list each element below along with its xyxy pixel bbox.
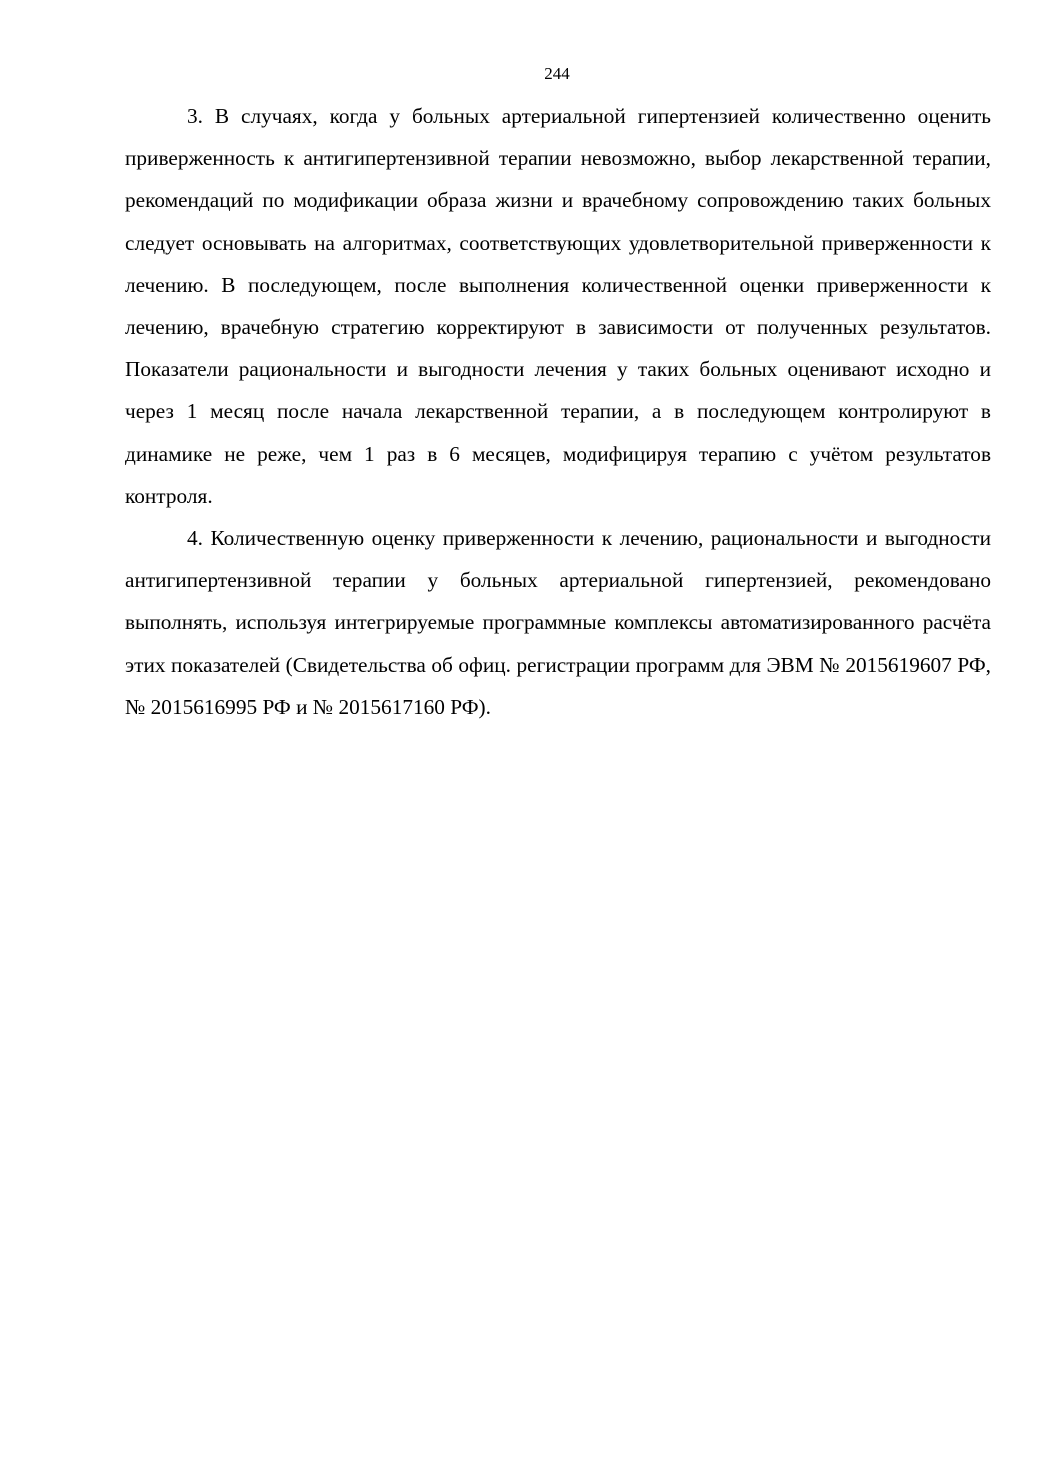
- page-number: 244: [544, 64, 570, 83]
- body-text: [125, 95, 991, 728]
- paragraph-4: 4. Количественную оценку приверженности к лечению, рациональности и выгодности антигипертензивной терапии у больных артериальной гипертензией, рекомендовано выполнять, используя интегрируемые программные комплексы автоматизированного расчёта этих показателей (Свидетельства об офиц. регистрации программ для ЭВМ № 2015619607 РФ, № 2015616995 РФ и № 2015617160 РФ).: [125, 526, 991, 719]
- paragraph-3: 3. В случаях, когда у больных артериальной гипертензией количественно оценить приверженность к антигипертензивной терапии невозможно, выбор лекарственной терапии, рекомендаций по модификации образа жизни и врачебному сопровождению таких больных следует основывать на алгоритмах, соответствующих удовлетворительной приверженности к лечению. В последующем, после выполнения количественной оценки приверженности к лечению, врачебную стратегию корректируют в зависимости от полученных результатов. Показатели рациональности и выгодности лечения у таких больных оценивают исходно и через 1 месяц после начала лекарственной терапии, а в последующем контролируют в динамике не реже, чем 1 раз в 6 месяцев, модифицируя терапию с учётом результатов контроля.: [125, 104, 991, 508]
